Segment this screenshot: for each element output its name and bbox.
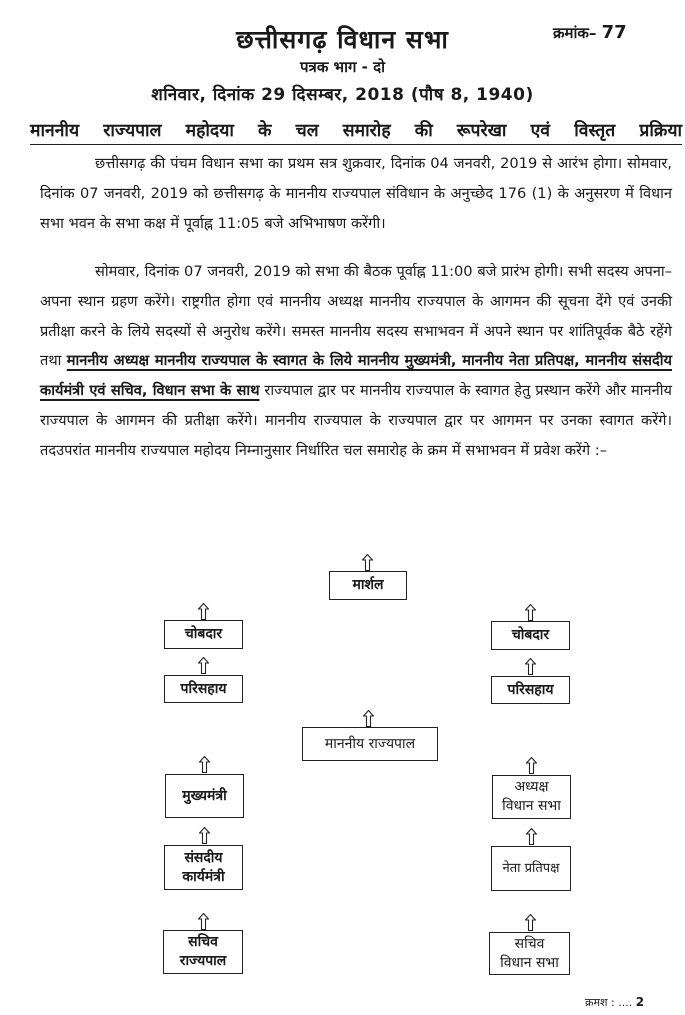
serial-number bbox=[553, 22, 627, 43]
document-title: छत्तीसगढ़ विधान सभा bbox=[236, 25, 449, 54]
up-arrow-icon bbox=[525, 604, 536, 621]
box-governor bbox=[302, 727, 438, 761]
paragraph-1-text: छत्तीसगढ़ की पंचम विधान सभा का प्रथम सत्र शुक्रवार, दिनांक 04 जनवरी, 2019 से आरंभ होगा। सोमवार, दिनांक 07 जनवरी, 2019 को छत्तीसगढ़ के माननीय राज्यपाल संविधान के अनुच्छेद 176 (1) के अनुसरण में विधान सभा भवन के सभा कक्ष में पूर्वाह्न 11:05 बजे अभिभाषण करेंगी। bbox=[40, 155, 672, 232]
box-parliamentary-affairs-minister bbox=[164, 845, 243, 890]
paragraph-1 bbox=[40, 149, 672, 238]
box-parl-affairs-line1: संसदीय bbox=[184, 849, 223, 866]
up-arrow-icon bbox=[198, 657, 209, 674]
box-left-chobdar bbox=[164, 620, 243, 649]
up-arrow-icon bbox=[199, 827, 210, 844]
box-right-parisahay bbox=[491, 676, 570, 704]
box-secretary-governor-line2: राज्यपाल bbox=[179, 953, 227, 969]
box-secretary-governor bbox=[163, 930, 243, 974]
box-marshal-label: मार्शल bbox=[352, 577, 384, 593]
continued-note bbox=[585, 995, 644, 1010]
box-right-chobdar-label: चोबदार bbox=[511, 627, 550, 643]
continued-label: क्रमश : .... bbox=[585, 996, 633, 1009]
up-arrow-icon bbox=[362, 554, 373, 571]
date-line: शनिवार, दिनांक 29 दिसम्बर, 2018 (पौष 8, 1940) bbox=[151, 85, 534, 105]
box-left-parisahay bbox=[164, 675, 243, 703]
up-arrow-icon bbox=[198, 913, 209, 930]
serial-label: क्रमांक– bbox=[553, 24, 597, 42]
paragraph-2 bbox=[40, 257, 672, 466]
next-page-number: 2 bbox=[635, 995, 645, 1009]
box-chief-minister bbox=[165, 774, 244, 818]
box-secretary-governor-line1: सचिव bbox=[188, 934, 218, 950]
paragraph-2-text-before: सोमवार, दिनांक 07 जनवरी, 2019 को सभा की बैठक पूर्वाह्न 11:00 बजे प्रारंभ होगी। सभी सदस्य अपना–अपना स्थान ग्रहण करेंगे। राष्ट्रगीत होगा एवं माननीय अध्यक्ष माननीय राज्यपाल के आगमन की सूचना देंगे एवं उनकी प्रतीक्षा करने के लिये सदस्यों से अनुरोध करेंगे। समस्त माननीय सदस्य सभाभवन में अपने स्थान पर शांतिपूर्वक बैठे रहेंगे तथा bbox=[40, 263, 672, 370]
box-speaker-line2: विधान सभा bbox=[502, 798, 561, 814]
box-secretary-assembly-line1: सचिव bbox=[514, 935, 545, 952]
box-opposition-leader bbox=[491, 846, 571, 891]
paragraph-2-text-after: राज्यपाल द्वार पर माननीय राज्यपाल के स्वागत हेतु प्रस्थान करेंगे और माननीय राज्यपाल के आगमन की प्रतीक्षा करेंगे। माननीय राज्यपाल के राज्यपाल द्वार पर आगमन पर उनका स्वागत करेंगे। तदउपरांत माननीय राज्यपाल महोदय निम्नानुसार निर्धारित चल समारोह के क्रम में सभाभवन में प्रवेश करेंगे :– bbox=[40, 382, 672, 459]
paragraph-2-emphasis: माननीय अध्यक्ष माननीय राज्यपाल के स्वागत के लिये माननीय मुख्यमंत्री, माननीय नेता प्रतिपक्ष, माननीय संसदीय कार्यमंत्री एवं सचिव, विधान सभा के साथ bbox=[40, 352, 672, 400]
up-arrow-icon bbox=[198, 603, 209, 620]
box-right-parisahay-label: परिसहाय bbox=[507, 681, 554, 698]
up-arrow-icon bbox=[363, 710, 374, 727]
box-secretary-assembly bbox=[489, 932, 570, 975]
box-marshal bbox=[329, 571, 407, 600]
box-speaker-line1: अध्यक्ष bbox=[514, 779, 549, 795]
up-arrow-icon bbox=[525, 914, 536, 931]
box-opposition-leader-label: नेता प्रतिपक्ष bbox=[502, 861, 560, 876]
up-arrow-icon bbox=[526, 828, 537, 845]
box-left-parisahay-label: परिसहाय bbox=[180, 680, 227, 697]
box-right-chobdar bbox=[491, 621, 570, 650]
box-left-chobdar-label: चोबदार bbox=[184, 626, 223, 642]
up-arrow-icon bbox=[526, 757, 537, 774]
box-parl-affairs-line2: कार्यमंत्री bbox=[182, 868, 225, 885]
up-arrow-icon bbox=[525, 658, 536, 675]
serial-value: 77 bbox=[601, 22, 627, 43]
box-speaker bbox=[492, 775, 571, 819]
document-subtitle: पत्रक भाग - दो bbox=[300, 58, 385, 76]
box-governor-label: माननीय राज्यपाल bbox=[324, 735, 416, 752]
box-chief-minister-label: मुख्यमंत्री bbox=[182, 787, 227, 804]
box-secretary-assembly-line2: विधान सभा bbox=[500, 954, 559, 971]
section-heading: माननीय राज्यपाल महोदया के चल समारोह की रूपरेखा एवं विस्तृत प्रक्रिया bbox=[30, 119, 682, 145]
up-arrow-icon bbox=[199, 756, 210, 773]
